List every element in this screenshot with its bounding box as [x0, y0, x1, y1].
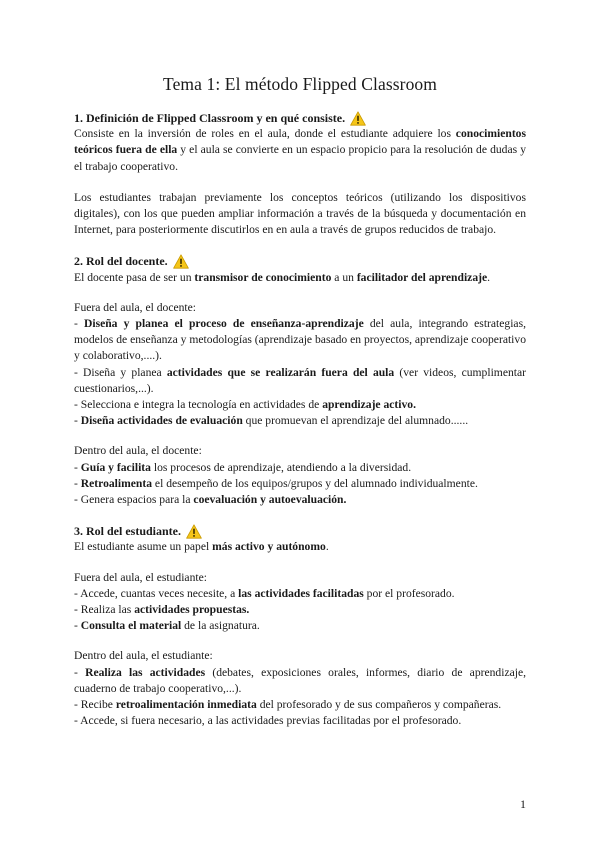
text-run: de la asignatura.: [181, 619, 260, 633]
docente-fuera-item-2: [74, 365, 526, 397]
docente-fuera-item-4: [74, 413, 526, 429]
text-run: - Genera espacios para la: [74, 493, 194, 507]
page-title: Tema 1: El método Flipped Classroom: [163, 74, 437, 94]
estudiante-dentro-item-2: [74, 697, 526, 713]
text-run: - Diseña y planea: [74, 365, 167, 379]
section-3-heading-text: 3. Rol del estudiante.: [74, 524, 182, 539]
text-run: -: [74, 476, 81, 490]
bold-text: actividades que se realizarán fuera del aula: [166, 365, 395, 379]
bold-text: más activo y autónomo: [212, 540, 326, 554]
text-run: del aula, integrando estrategias, modelos de enseñanza y metodologías (aprendizaje basado en proyectos, aprendizaje cooperativo y colaborativo,....).: [74, 317, 526, 363]
estudiante-fuera-item-3: [74, 618, 526, 634]
text-run: - Recibe: [74, 698, 116, 712]
text-run: (ver videos, cumplimentar cuestionarios,...).: [74, 365, 526, 395]
text-run: El docente pasa de ser un: [74, 270, 195, 284]
text-run: .: [325, 540, 329, 554]
bold-text: Consulta el material: [80, 619, 182, 633]
bold-text: Guía y facilita: [80, 460, 151, 474]
text-run: - Accede, cuantas veces necesite, a: [74, 586, 239, 600]
text-run: y el aula se convierte en un espacio propicio para la resolución de dudas y el trabajo cooperativo.: [74, 143, 526, 173]
bold-text: actividades propuestas.: [134, 603, 250, 617]
text-run: (debates, exposiciones orales, informes, diario de aprendizaje, cuaderno de trabajo cooperativo,...).: [74, 665, 527, 695]
text-run: del profesorado y de sus compañeros y compañeras.: [256, 698, 502, 712]
text-run: -: [74, 414, 81, 428]
bold-text: coevaluación y autoevaluación.: [193, 493, 347, 507]
docente-dentro-item-2: [74, 476, 526, 492]
text-run: por el profesorado.: [363, 586, 455, 600]
estudiante-fuera-item-1: [74, 586, 526, 602]
estudiante-dentro-item-1: [74, 665, 526, 697]
section-3-heading: [74, 523, 526, 539]
text-run: Consiste en la inversión de roles en el aula, donde el estudiante adquiere los: [74, 127, 456, 141]
estudiante-dentro-item-3: - Accede, si fuera necesario, a las actividades previas facilitadas por el profesorado.: [74, 714, 462, 728]
estudiante-fuera-label: Fuera del aula, el estudiante:: [74, 570, 207, 584]
bold-text: transmisor de conocimiento: [194, 270, 332, 284]
docente-fuera-item-1: [74, 316, 526, 365]
bold-text: retroalimentación inmediata: [115, 698, 257, 712]
page-number: 1: [520, 797, 526, 811]
warning-icon: [350, 111, 366, 126]
section-2-heading-text: 2. Rol del docente.: [74, 254, 168, 269]
text-run: a un: [331, 270, 357, 284]
text-run: - Selecciona e integra la tecnología en actividades de: [74, 398, 323, 412]
section-2-intro: [74, 270, 526, 286]
docente-dentro-label: Dentro del aula, el docente:: [74, 444, 202, 458]
docente-dentro-item-3: [74, 492, 526, 508]
docente-fuera-label: Fuera del aula, el docente:: [74, 300, 197, 314]
text-run: el desempeño de los equipos/grupos y del alumnado individualmente.: [152, 476, 478, 490]
text-run: .: [487, 270, 491, 284]
section-1-heading: [74, 110, 526, 126]
text-run: -: [74, 619, 81, 633]
text-run: -: [74, 317, 84, 331]
docente-fuera-item-3: [74, 397, 526, 413]
estudiante-fuera-item-2: [74, 602, 526, 618]
bold-text: Realiza las actividades: [85, 665, 206, 679]
text-run: -: [74, 460, 81, 474]
section-1-paragraph-1: [74, 126, 526, 175]
bold-text: conocimientos teóricos fuera de ella: [74, 127, 526, 157]
text-run: - Realiza las: [74, 603, 135, 617]
section-3-intro: [74, 539, 526, 555]
section-2-heading: [74, 253, 526, 269]
text-run: que promuevan el aprendizaje del alumnado......: [242, 414, 469, 428]
bold-text: facilitador del aprendizaje: [356, 270, 488, 284]
section-1-heading-text: 1. Definición de Flipped Classroom y en qué consiste.: [74, 111, 346, 125]
text-run: los procesos de aprendizaje, atendiendo a la diversidad.: [150, 460, 412, 474]
bold-text: Diseña y planea el proceso de enseñanza-aprendizaje: [83, 317, 364, 331]
text-run: El estudiante asume un papel: [74, 540, 213, 554]
warning-icon: [186, 524, 202, 539]
text-run: -: [74, 665, 86, 679]
warning-icon: [173, 254, 189, 269]
bold-text: Diseña actividades de evaluación: [80, 414, 243, 428]
bold-text: Retroalimenta: [80, 476, 153, 490]
bold-text: las actividades facilitadas: [238, 586, 364, 600]
bold-text: aprendizaje activo.: [322, 398, 416, 412]
section-1-paragraph-2: Los estudiantes trabajan previamente los conceptos teóricos (utilizando los dispositivos digitales), con los que pueden ampliar información a través de la búsqueda y documentación en Internet, para posteriormente discutirlos en en aula a través de grupos reducidos de trabajo.: [74, 190, 526, 237]
estudiante-dentro-label: Dentro del aula, el estudiante:: [74, 649, 213, 663]
document-body: [74, 110, 526, 730]
docente-dentro-item-1: [74, 460, 526, 476]
